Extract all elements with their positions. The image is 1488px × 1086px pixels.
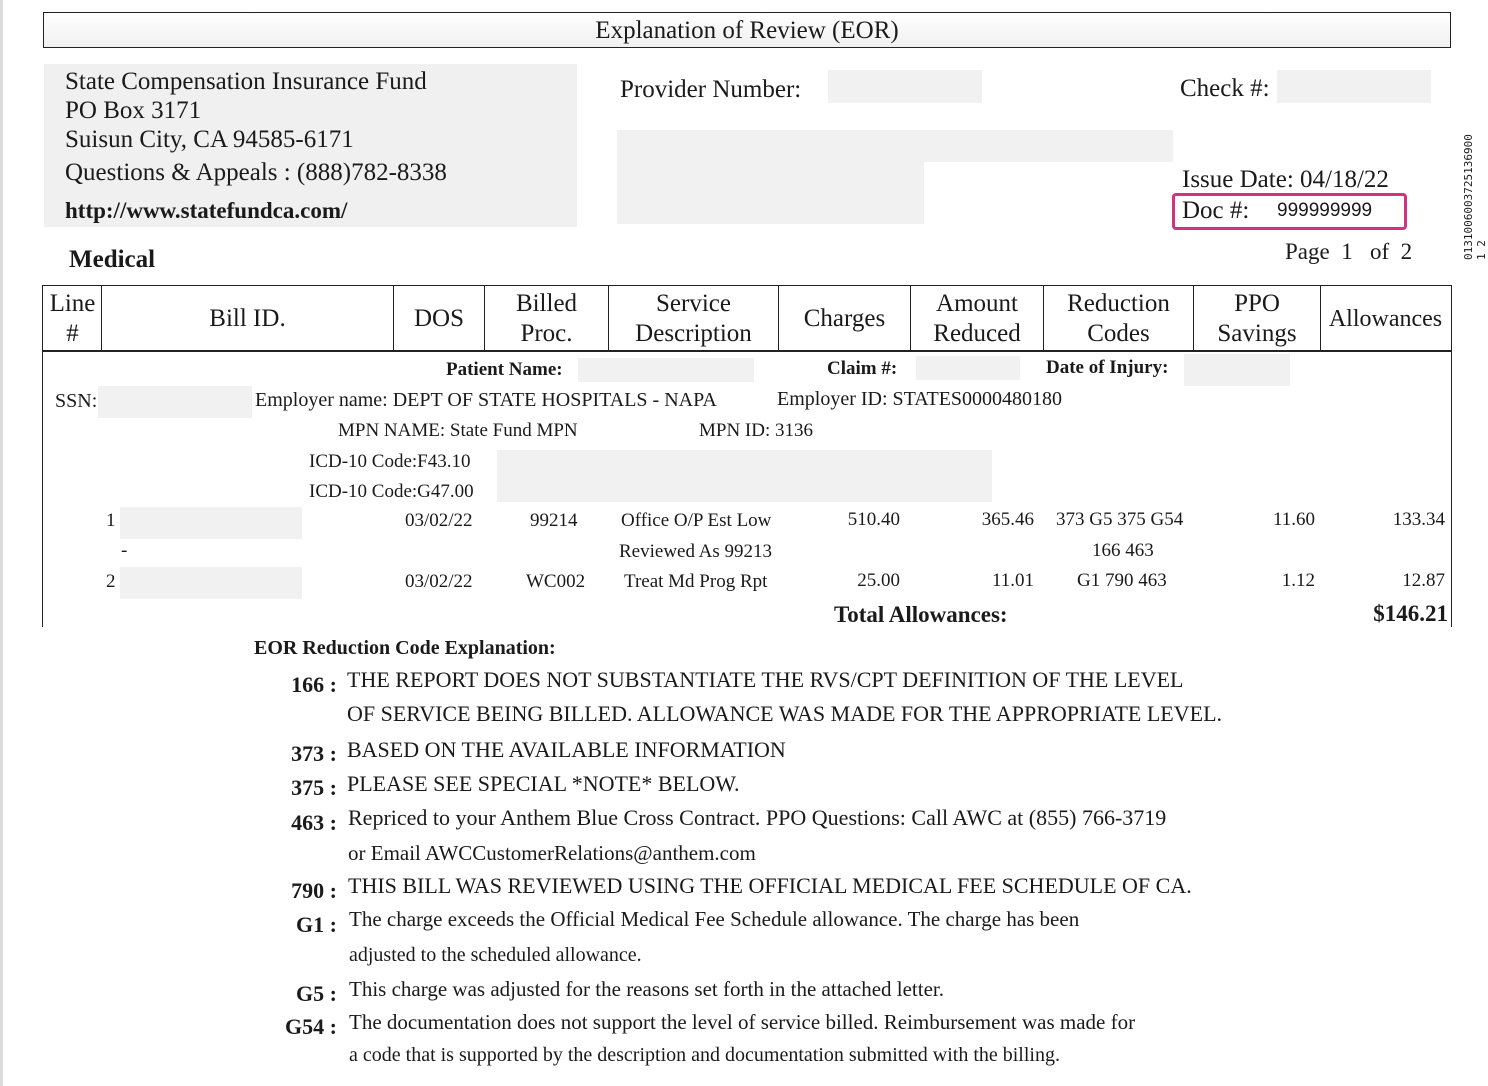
icd-code-1: ICD-10 Code:F43.10 [309, 451, 471, 472]
explanation-text: adjusted to the scheduled allowance. [349, 944, 642, 966]
explanation-text: Repriced to your Anthem Blue Cross Contract. PPO Questions: Call AWC at (855) 766-3719 [348, 805, 1167, 830]
explanation-text: The charge exceeds the Official Medical Fee Schedule allowance. The charge has been [349, 907, 1080, 931]
doc-number-label: Doc #: [1182, 197, 1250, 224]
col-header-service-2: Description [635, 320, 752, 347]
explanation-text: or Email AWCCustomerRelations@anthem.com [348, 841, 756, 865]
col-header-amount-1: Amount [936, 290, 1018, 317]
payer-url[interactable]: http://www.statefundca.com/ [65, 198, 348, 223]
total-allowances-label: Total Allowances: [834, 602, 1008, 627]
explanation-text: a code that is supported by the description and documentation submitted with the billing. [349, 1044, 1060, 1066]
row-line-number: 2 [106, 571, 116, 592]
col-header-line [44, 288, 101, 350]
explanation-code: G5 : [296, 981, 337, 1006]
row-reduction-codes: 166 463 [1092, 540, 1154, 561]
page-edge [0, 0, 3, 1086]
col-header-ppo-2: Savings [1217, 320, 1297, 347]
col-header-service-1: Service [656, 290, 731, 317]
row-billed-proc: 99214 [530, 510, 578, 531]
col-header-allowances: Allowances [1328, 306, 1443, 332]
col-header-reduction-1: Reduction [1067, 290, 1170, 317]
col-header-billed-proc [485, 288, 608, 350]
row-service-description: Office O/P Est Low [621, 510, 772, 531]
row-dos: 03/02/22 [405, 510, 473, 531]
claim-number-redacted [916, 356, 1020, 380]
row-reduction-codes: 373 G5 375 G54 [1056, 509, 1184, 530]
date-of-injury-label: Date of Injury: [1046, 357, 1169, 378]
payer-address-block [44, 64, 577, 227]
payer-address-line1: PO Box 3171 [65, 97, 202, 124]
explanation-text: This charge was adjusted for the reasons set forth in the attached letter. [349, 977, 944, 1001]
doc-number-highlight-box [1172, 193, 1407, 230]
payer-name: State Compensation Insurance Fund [65, 68, 427, 95]
col-header-service-description [609, 288, 778, 350]
mpn-name: MPN NAME: State Fund MPN [338, 420, 578, 441]
col-header-reduction-2: Codes [1087, 320, 1150, 347]
date-of-injury-redacted [1184, 354, 1290, 386]
explanation-text: The documentation does not support the level of service billed. Reimbursement was made for [349, 1010, 1136, 1034]
explanation-code: G1 : [296, 912, 337, 937]
row-service-description: Treat Md Prog Rpt [624, 571, 768, 592]
explanation-code: 166 : [291, 672, 337, 697]
row-charges: 510.40 [847, 509, 900, 530]
page-label: Page [1285, 239, 1330, 264]
col-header-charges: Charges [803, 305, 886, 332]
provider-number-label: Provider Number: [620, 76, 802, 103]
page-total: 2 [1400, 239, 1413, 264]
row-ppo-savings: 1.12 [1281, 570, 1315, 591]
patient-name-label: Patient Name: [446, 359, 563, 380]
check-number-redacted [1277, 70, 1431, 103]
row-line-number: 1 [106, 510, 116, 531]
payer-address-line2: Suisun City, CA 94585-6171 [65, 126, 354, 153]
explanation-text: THIS BILL WAS REVIEWED USING THE OFFICIAL MEDICAL FEE SCHEDULE OF CA. [348, 873, 1192, 898]
mpn-id: MPN ID: 3136 [699, 420, 814, 441]
col-header-billed-proc-1: Billed [515, 290, 578, 317]
payer-phone: Questions & Appeals : (888)782-8338 [65, 159, 447, 186]
page-of-label: of [1369, 239, 1390, 264]
row-amount-reduced: 11.01 [991, 570, 1034, 591]
explanation-text: BASED ON THE AVAILABLE INFORMATION [347, 737, 786, 762]
col-header-amount-reduced [911, 288, 1043, 350]
provider-address-redacted [617, 162, 924, 224]
claim-number-label: Claim #: [827, 358, 898, 379]
row-charges: 25.00 [857, 570, 900, 591]
table-header-rule [42, 350, 1452, 352]
provider-name-redacted [617, 130, 1173, 162]
explanation-code: 375 : [291, 775, 337, 800]
explanation-text: PLEASE SEE SPECIAL *NOTE* BELOW. [347, 771, 740, 796]
doc-number: 999999999 [1277, 200, 1373, 221]
col-header-ppo-savings [1194, 288, 1320, 350]
row-dos: 03/02/22 [405, 571, 473, 592]
icd-code-2: ICD-10 Code:G47.00 [309, 481, 474, 502]
row-ppo-savings: 11.60 [1272, 509, 1315, 530]
page-indicator [1285, 239, 1412, 265]
patient-name-redacted [578, 358, 754, 382]
row-service-description: Reviewed As 99213 [619, 541, 773, 562]
col-header-line-1: Line [49, 290, 96, 317]
explanation-code: 790 : [291, 878, 337, 903]
row-reduction-codes: G1 790 463 [1077, 570, 1167, 591]
document-title-bar [43, 12, 1451, 48]
explanation-code: G54 : [285, 1014, 337, 1039]
explanation-code: 463 : [291, 810, 337, 835]
col-header-line-2: # [66, 320, 79, 347]
row-allowances: 133.34 [1392, 509, 1445, 530]
employer-name: Employer name: DEPT OF STATE HOSPITALS - NAPA [255, 389, 717, 411]
side-barcode-number: 0131006003725136900 1 2 [1462, 134, 1488, 260]
col-header-bill-id: Bill ID. [209, 305, 286, 332]
explanation-code: 373 : [291, 741, 337, 766]
page-current: 1 [1341, 239, 1353, 264]
ssn-redacted [98, 386, 252, 418]
issue-date: Issue Date: 04/18/22 [1182, 166, 1389, 193]
bill-id-redacted [120, 507, 302, 539]
row-allowances: 12.87 [1402, 570, 1445, 591]
ssn-label: SSN: [55, 390, 98, 412]
explanation-text: THE REPORT DOES NOT SUBSTANTIATE THE RVS/CPT DEFINITION OF THE LEVEL [347, 667, 1184, 692]
row-amount-reduced: 365.46 [981, 509, 1034, 530]
col-header-dos: DOS [413, 305, 464, 332]
icd-description-redacted [497, 450, 992, 502]
total-allowances-value: $146.21 [1373, 601, 1448, 626]
col-header-billed-proc-2: Proc. [520, 320, 573, 347]
check-number-label: Check #: [1180, 75, 1270, 102]
row-billed-proc: WC002 [526, 571, 586, 592]
explanation-title: EOR Reduction Code Explanation: [254, 637, 556, 659]
col-header-reduction-codes [1044, 288, 1193, 350]
row-line-number: - [121, 540, 128, 561]
col-header-ppo-1: PPO [1234, 290, 1280, 317]
provider-number-redacted [828, 70, 982, 103]
document-title: Explanation of Review (EOR) [595, 17, 899, 44]
col-header-amount-2: Reduced [933, 320, 1021, 347]
section-title: Medical [69, 246, 156, 273]
bill-id-redacted [120, 567, 302, 599]
employer-id: Employer ID: STATES0000480180 [777, 388, 1063, 410]
explanation-text: OF SERVICE BEING BILLED. ALLOWANCE WAS MADE FOR THE APPROPRIATE LEVEL. [347, 701, 1223, 726]
